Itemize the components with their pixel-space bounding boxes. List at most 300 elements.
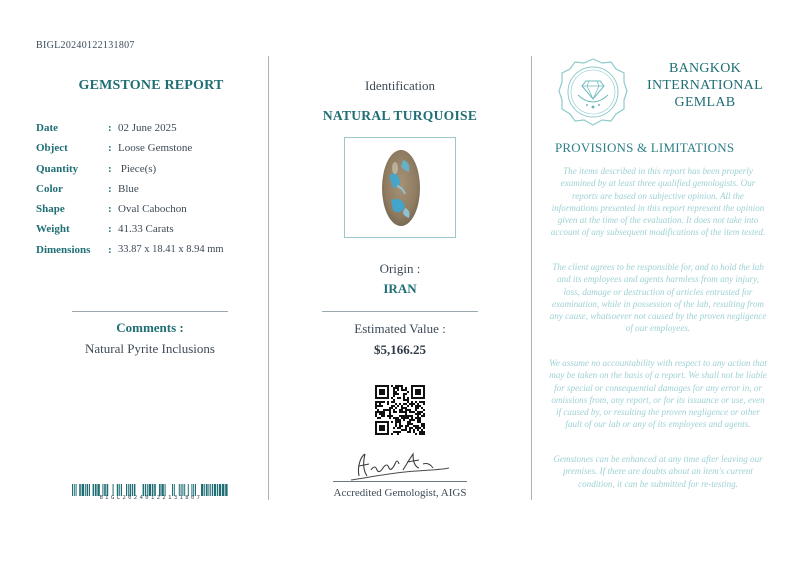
- qr-module: [403, 403, 405, 405]
- qr-module: [383, 409, 385, 411]
- detail-label: Date: [36, 122, 58, 134]
- qr-module: [393, 417, 395, 419]
- qr-module: [413, 431, 415, 433]
- qr-module: [379, 393, 381, 395]
- identification-label: Identification: [364, 78, 436, 93]
- qr-module: [385, 385, 387, 387]
- qr-module: [421, 429, 423, 431]
- qr-module: [397, 427, 399, 429]
- qr-module: [387, 387, 389, 389]
- qr-module: [387, 385, 389, 387]
- qr-module: [375, 433, 377, 435]
- qr-module: [417, 421, 419, 423]
- detail-label: Weight: [36, 223, 70, 236]
- qr-module: [395, 407, 397, 409]
- provisions-title: PROVISIONS & LIMITATIONS: [555, 140, 735, 155]
- qr-module: [379, 385, 381, 387]
- lab-name-line: GEMLAB: [674, 95, 736, 110]
- qr-module: [405, 403, 407, 405]
- qr-module: [377, 417, 379, 419]
- qr-module: [405, 409, 407, 411]
- detail-value: Blue: [118, 182, 139, 195]
- qr-module: [387, 393, 389, 395]
- qr-module: [411, 389, 413, 391]
- qr-module: [377, 405, 379, 407]
- qr-module: [391, 397, 393, 399]
- qr-module: [411, 385, 413, 387]
- qr-module: [385, 397, 387, 399]
- qr-module: [387, 391, 389, 393]
- qr-module: [383, 385, 385, 387]
- qr-module: [423, 431, 425, 433]
- qr-module: [399, 385, 401, 387]
- qr-module: [417, 429, 419, 431]
- qr-module: [381, 415, 383, 417]
- qr-module: [415, 427, 417, 429]
- detail-separator: :: [108, 223, 112, 236]
- qr-module: [415, 407, 417, 409]
- qr-module: [393, 427, 395, 429]
- qr-module: [409, 419, 411, 421]
- qr-module: [395, 411, 397, 413]
- qr-module: [417, 417, 419, 419]
- qr-module: [395, 385, 397, 387]
- qr-module: [383, 425, 385, 427]
- qr-module: [409, 427, 411, 429]
- qr-module: [393, 431, 395, 433]
- qr-module: [381, 413, 383, 415]
- qr-module: [413, 419, 415, 421]
- qr-module: [419, 427, 421, 429]
- qr-module: [401, 387, 403, 389]
- qr-module: [423, 413, 425, 415]
- qr-module: [377, 411, 379, 413]
- qr-module: [417, 403, 419, 405]
- qr-module: [395, 421, 397, 423]
- detail-row-date: [36, 118, 266, 138]
- qr-module: [421, 397, 423, 399]
- qr-module: [415, 391, 417, 393]
- qr-module: [411, 391, 413, 393]
- qr-module: [381, 421, 383, 423]
- qr-module: [397, 387, 399, 389]
- qr-module: [419, 411, 421, 413]
- detail-separator: :: [108, 162, 112, 175]
- detail-label: Quantity: [36, 162, 79, 175]
- qr-module: [401, 411, 403, 413]
- qr-module: [417, 413, 419, 415]
- qr-module: [391, 421, 393, 423]
- qr-module: [417, 397, 419, 399]
- qr-module: [403, 419, 405, 421]
- qr-module: [381, 405, 383, 407]
- qr-module: [413, 411, 415, 413]
- qr-module: [423, 401, 425, 403]
- qr-module: [411, 401, 413, 403]
- qr-module: [377, 409, 379, 411]
- column-divider-right: [531, 56, 532, 500]
- qr-module: [419, 397, 421, 399]
- qr-module: [417, 425, 419, 427]
- qr-module: [391, 407, 393, 409]
- qr-module: [407, 399, 409, 401]
- qr-module: [419, 419, 421, 421]
- qr-module: [409, 423, 411, 425]
- detail-value: 02 June 2025: [118, 122, 177, 134]
- qr-module: [387, 427, 389, 429]
- qr-module: [393, 405, 395, 407]
- qr-module: [419, 417, 421, 419]
- qr-module: [403, 397, 405, 399]
- qr-module: [389, 407, 391, 409]
- qr-module: [403, 393, 405, 395]
- qr-module: [379, 391, 381, 393]
- qr-module: [407, 421, 409, 423]
- qr-module: [415, 433, 417, 435]
- qr-module: [387, 403, 389, 405]
- qr-module: [411, 397, 413, 399]
- qr-module: [411, 423, 413, 425]
- qr-module: [419, 393, 421, 395]
- qr-module: [403, 389, 405, 391]
- qr-module: [387, 425, 389, 427]
- qr-module: [375, 421, 377, 423]
- qr-module: [387, 415, 389, 417]
- qr-module: [417, 389, 419, 391]
- qr-module: [419, 413, 421, 415]
- detail-label: Dimensions: [36, 243, 91, 256]
- qr-module: [403, 411, 405, 413]
- qr-module: [397, 385, 399, 387]
- qr-module: [393, 401, 395, 403]
- signer-title: Accredited Gemologist, AIGS: [333, 487, 467, 499]
- qr-module: [387, 433, 389, 435]
- qr-module: [389, 413, 391, 415]
- qr-module: [417, 391, 419, 393]
- qr-module: [423, 395, 425, 397]
- qr-module: [415, 425, 417, 427]
- qr-module: [375, 413, 377, 415]
- qr-module: [387, 395, 389, 397]
- qr-module: [379, 403, 381, 405]
- qr-module: [401, 407, 403, 409]
- qr-module: [381, 433, 383, 435]
- qr-module: [401, 425, 403, 427]
- qr-module: [393, 395, 395, 397]
- detail-label: Color: [36, 182, 63, 195]
- qr-module: [381, 411, 383, 413]
- qr-module: [421, 401, 423, 403]
- qr-module: [417, 419, 419, 421]
- estimated-value-label: Estimated Value :: [354, 321, 446, 336]
- qr-module: [387, 423, 389, 425]
- qr-module: [395, 417, 397, 419]
- qr-module: [375, 391, 377, 393]
- qr-module: [383, 401, 385, 403]
- qr-module: [383, 427, 385, 429]
- qr-module: [413, 397, 415, 399]
- detail-label: Object: [36, 142, 68, 155]
- qr-module: [379, 397, 381, 399]
- qr-module: [415, 397, 417, 399]
- qr-module: [387, 397, 389, 399]
- lab-name-line: INTERNATIONAL: [647, 78, 763, 93]
- qr-module: [411, 419, 413, 421]
- qr-module: [401, 385, 403, 387]
- qr-module: [381, 385, 383, 387]
- provisions-paragraph: Gemstones can be enhanced at any time after leaving our premises. If there are doubts about an item's current condition, it can be submitted for re-testing.: [553, 454, 763, 489]
- qr-module: [405, 415, 407, 417]
- detail-separator: :: [108, 142, 112, 155]
- qr-module: [415, 413, 417, 415]
- qr-module: [407, 417, 409, 419]
- qr-module: [381, 401, 383, 403]
- qr-module: [403, 429, 405, 431]
- detail-row-shape: [36, 199, 266, 219]
- qr-module: [397, 433, 399, 435]
- qr-module: [375, 427, 377, 429]
- qr-module: [417, 385, 419, 387]
- qr-module: [423, 393, 425, 395]
- qr-module: [411, 427, 413, 429]
- qr-module: [383, 421, 385, 423]
- qr-module: [419, 391, 421, 393]
- qr-module: [423, 387, 425, 389]
- qr-module: [417, 405, 419, 407]
- qr-module: [383, 429, 385, 431]
- qr-module: [407, 397, 409, 399]
- qr-module: [409, 409, 411, 411]
- qr-module: [375, 423, 377, 425]
- qr-module: [403, 415, 405, 417]
- qr-module: [379, 401, 381, 403]
- qr-module: [397, 393, 399, 395]
- qr-module: [413, 425, 415, 427]
- qr-module: [389, 417, 391, 419]
- qr-module: [411, 415, 413, 417]
- detail-label: Shape: [36, 203, 65, 216]
- qr-module: [411, 403, 413, 405]
- qr-module: [395, 431, 397, 433]
- qr-module: [399, 421, 401, 423]
- qr-module: [399, 427, 401, 429]
- qr-module: [379, 417, 381, 419]
- qr-module: [393, 391, 395, 393]
- qr-module: [379, 411, 381, 413]
- qr-module: [383, 433, 385, 435]
- qr-module: [391, 433, 393, 435]
- origin-label: Origin :: [379, 261, 421, 276]
- qr-module: [421, 407, 423, 409]
- qr-module: [375, 387, 377, 389]
- qr-module: [399, 409, 401, 411]
- qr-module: [397, 431, 399, 433]
- qr-module: [377, 397, 379, 399]
- qr-module: [391, 405, 393, 407]
- qr-module: [379, 421, 381, 423]
- qr-module: [393, 409, 395, 411]
- lab-name-line: BANGKOK: [668, 61, 742, 76]
- qr-module: [417, 393, 419, 395]
- qr-module: [417, 427, 419, 429]
- qr-module: [391, 401, 393, 403]
- qr-module: [411, 395, 413, 397]
- qr-module: [381, 427, 383, 429]
- qr-module: [389, 415, 391, 417]
- qr-module: [381, 425, 383, 427]
- qr-module: [405, 425, 407, 427]
- qr-module: [375, 429, 377, 431]
- qr-module: [383, 413, 385, 415]
- qr-module: [403, 399, 405, 401]
- qr-module: [397, 419, 399, 421]
- qr-module: [423, 423, 425, 425]
- qr-module: [413, 429, 415, 431]
- qr-module: [405, 427, 407, 429]
- qr-module: [379, 425, 381, 427]
- qr-module: [407, 391, 409, 393]
- qr-module: [395, 391, 397, 393]
- qr-module: [399, 411, 401, 413]
- qr-module: [379, 429, 381, 431]
- detail-separator: :: [108, 182, 112, 195]
- qr-module: [375, 407, 377, 409]
- qr-module: [395, 425, 397, 427]
- qr-module: [393, 411, 395, 413]
- qr-module: [423, 389, 425, 391]
- qr-module: [419, 401, 421, 403]
- qr-module: [407, 401, 409, 403]
- qr-module: [419, 421, 421, 423]
- qr-module: [407, 423, 409, 425]
- detail-value: Piece(s): [118, 162, 157, 175]
- qr-module: [401, 389, 403, 391]
- qr-module: [415, 401, 417, 403]
- qr-module: [417, 407, 419, 409]
- comments-text: Natural Pyrite Inclusions: [85, 341, 215, 356]
- qr-module: [405, 413, 407, 415]
- qr-module: [387, 421, 389, 423]
- report-title: GEMSTONE REPORT: [78, 78, 224, 93]
- qr-module: [411, 405, 413, 407]
- qr-module: [421, 433, 423, 435]
- qr-module: [399, 425, 401, 427]
- gem-seal-icon: [558, 57, 628, 127]
- qr-module: [421, 415, 423, 417]
- qr-module: [389, 411, 391, 413]
- qr-module: [423, 385, 425, 387]
- qr-module: [401, 409, 403, 411]
- qr-module: [375, 389, 377, 391]
- comments-divider: [72, 311, 228, 312]
- qr-module: [407, 431, 409, 433]
- qr-module: [421, 425, 423, 427]
- qr-module: [401, 417, 403, 419]
- qr-module: [385, 421, 387, 423]
- qr-module: [419, 385, 421, 387]
- qr-module: [421, 385, 423, 387]
- qr-module: [405, 389, 407, 391]
- qr-module: [381, 391, 383, 393]
- qr-module: [379, 405, 381, 407]
- qr-module: [375, 425, 377, 427]
- qr-module: [383, 393, 385, 395]
- qr-module: [377, 385, 379, 387]
- qr-module: [387, 409, 389, 411]
- detail-separator: :: [108, 203, 112, 216]
- qr-module: [387, 401, 389, 403]
- qr-module: [395, 419, 397, 421]
- qr-module: [411, 417, 413, 419]
- qr-module: [387, 389, 389, 391]
- qr-module: [417, 411, 419, 413]
- lab-name: [640, 60, 770, 111]
- column-divider-left: [268, 56, 269, 500]
- qr-module: [415, 389, 417, 391]
- detail-row-object: [36, 138, 266, 158]
- qr-module: [399, 415, 401, 417]
- signature-image: [345, 448, 455, 488]
- qr-module: [403, 395, 405, 397]
- qr-module: [409, 431, 411, 433]
- qr-module: [393, 389, 395, 391]
- qr-module: [403, 407, 405, 409]
- qr-module: [383, 391, 385, 393]
- qr-module: [411, 387, 413, 389]
- qr-module: [411, 411, 413, 413]
- qr-module: [423, 403, 425, 405]
- qr-module: [423, 433, 425, 435]
- origin-value: IRAN: [383, 281, 417, 296]
- qr-module: [417, 415, 419, 417]
- detail-row-weight: [36, 219, 266, 239]
- qr-module: [409, 415, 411, 417]
- qr-module: [379, 433, 381, 435]
- qr-module: [407, 425, 409, 427]
- qr-module: [393, 393, 395, 395]
- turquoise-stone-image: [345, 138, 457, 239]
- qr-module: [375, 405, 377, 407]
- qr-module: [415, 417, 417, 419]
- qr-module: [375, 401, 377, 403]
- gemstone-photo: [344, 137, 456, 238]
- qr-module: [381, 429, 383, 431]
- qr-module: [377, 433, 379, 435]
- provisions-paragraph: We assume no accountability with respect to any action that may be taken on the basis of a report. We shall not be liable for special or consequential damages for any error in, or omissions from, any report, or for its issuance or use, even if caused by, or resulting the proven negligence or other fault of our lab or any of its employees and agents.: [549, 358, 767, 430]
- qr-module: [399, 397, 401, 399]
- qr-module: [375, 403, 377, 405]
- qr-module: [375, 393, 377, 395]
- barcode-text: BIGL20240122131807: [99, 495, 203, 501]
- detail-value: Loose Gemstone: [118, 142, 193, 155]
- qr-module: [421, 431, 423, 433]
- qr-module: [423, 391, 425, 393]
- qr-module: [379, 427, 381, 429]
- provisions-paragraph: The client agrees to be responsible for, and to hold the lab and its employees and agents harmless from any injury, loss, damage or destruction of articles entrusted for examination, while in possession of the lab, resulting from any cause, whatsoever not caused by the proven negligence of our employees.: [549, 262, 767, 334]
- detail-row-quantity: [36, 159, 266, 179]
- qr-module: [399, 431, 401, 433]
- qr-module: [397, 421, 399, 423]
- qr-module: [409, 421, 411, 423]
- qr-code: [375, 385, 425, 435]
- qr-module: [383, 397, 385, 399]
- detail-row-color: [36, 179, 266, 199]
- qr-module: [423, 397, 425, 399]
- stone-name: NATURAL TURQUOISE: [322, 108, 478, 123]
- qr-module: [383, 389, 385, 391]
- qr-module: [405, 393, 407, 395]
- qr-module: [415, 405, 417, 407]
